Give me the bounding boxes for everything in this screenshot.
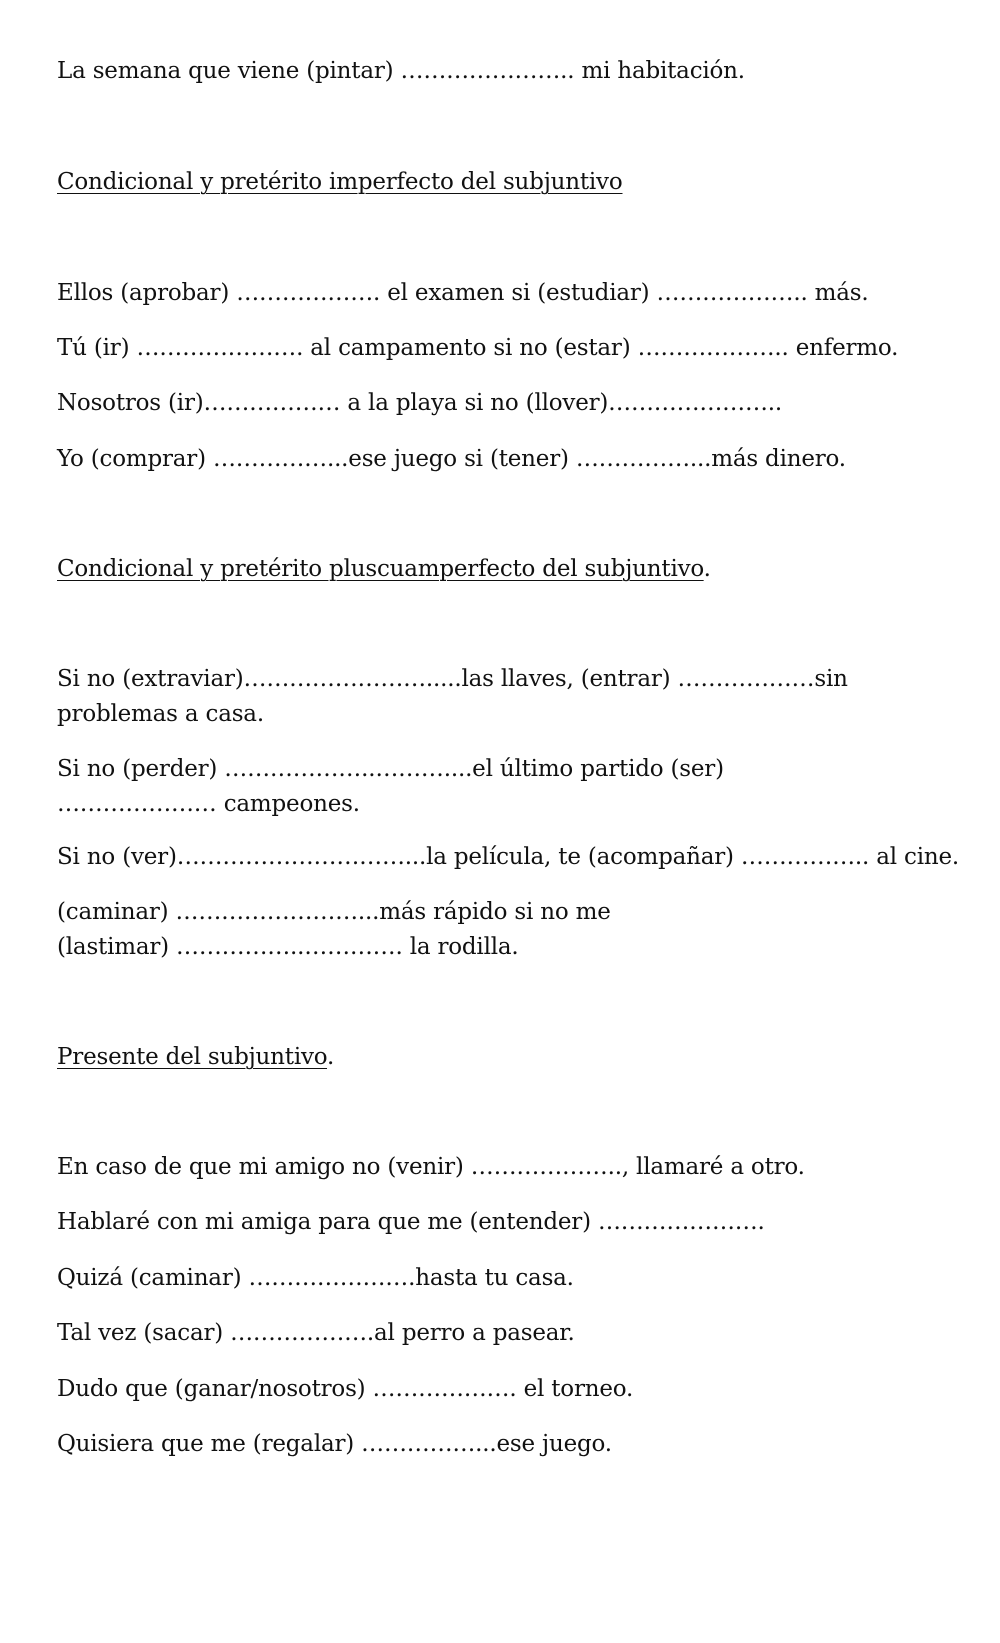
sentence-extraviar: Si no (extraviar)…………………….....las llaves, (entrar) ………………sin problemas a casa. bbox=[57, 666, 848, 727]
section-heading-presente bbox=[57, 1040, 334, 1075]
sentence-pintar: La semana que viene (pintar) ………………….. mi habitación. bbox=[57, 58, 745, 84]
heading-period: . bbox=[703, 556, 711, 582]
sentence-entender: Hablaré con mi amiga para que me (entender) …………………. bbox=[57, 1209, 765, 1235]
sentence-perder: Si no (perder) ………………..………....el último partido (ser) ………………… campeones. bbox=[57, 756, 724, 817]
sentence-ir-campamento: Tú (ir) …………………. al campamento si no (estar) ……………….. enfermo. bbox=[57, 335, 899, 361]
sentence-aprobar: Ellos (aprobar) ………………. el examen si (estudiar) ……………….. más. bbox=[57, 280, 869, 306]
sentence-regalar: Quisiera que me (regalar) ……………...ese juego. bbox=[57, 1431, 612, 1457]
heading-text: Condicional y pretérito imperfecto del subjuntivo bbox=[57, 169, 623, 195]
heading-period: . bbox=[327, 1044, 335, 1070]
section-heading-imperfecto bbox=[57, 165, 623, 200]
sentence-ir-playa: Nosotros (ir)……………… a la playa si no (llover)………………….. bbox=[57, 390, 783, 416]
sentence-caminar: (caminar) ……………………...más rápido si no me (lastimar) ……………..…………. la rodilla. bbox=[57, 899, 611, 960]
sentence-ganar: Dudo que (ganar/nosotros) ………………. el torneo. bbox=[57, 1376, 634, 1402]
sentence-ver: Si no (ver)…………………………...la película, te (acompañar) …………….. al cine. bbox=[57, 844, 959, 870]
heading-text: Condicional y pretérito pluscuamperfecto del subjuntivo bbox=[57, 556, 704, 582]
sentence-comprar: Yo (comprar) ……………...ese juego si (tener) ……………...más dinero. bbox=[57, 446, 846, 472]
sentence-venir: En caso de que mi amigo no (venir) ……………….., llamaré a otro. bbox=[57, 1154, 805, 1180]
heading-text: Presente del subjuntivo bbox=[57, 1044, 328, 1070]
sentence-caminar-casa: Quizá (caminar) ………………….hasta tu casa. bbox=[57, 1265, 574, 1291]
sentence-sacar: Tal vez (sacar) ……………….al perro a pasear. bbox=[57, 1320, 575, 1346]
section-heading-pluscuamperfecto bbox=[57, 552, 711, 587]
